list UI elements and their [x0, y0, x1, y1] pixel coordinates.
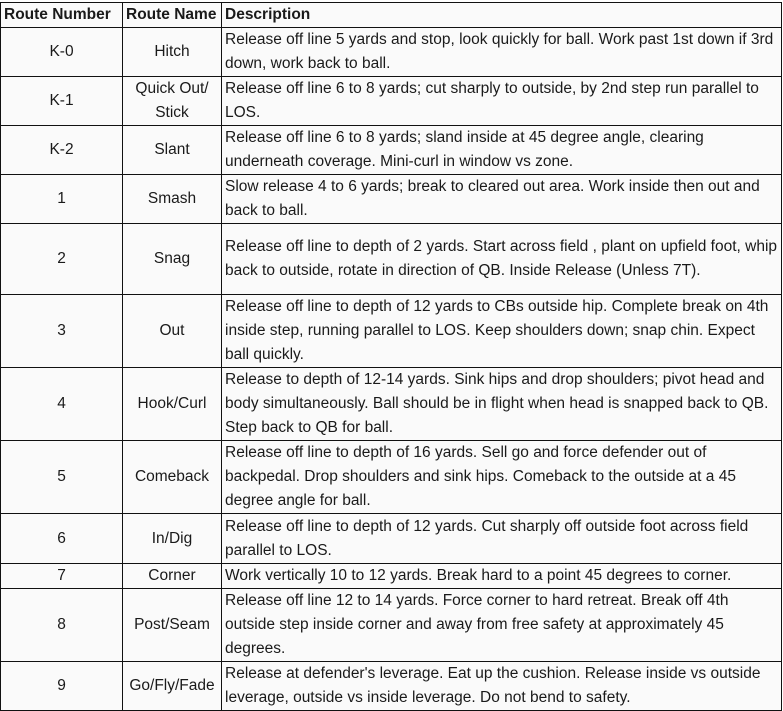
route-number: 1	[1, 175, 123, 224]
route-number: K-2	[1, 126, 123, 175]
route-number: 9	[1, 662, 123, 711]
table-row	[1, 368, 782, 441]
route-number: 3	[1, 295, 123, 368]
table-row	[1, 564, 782, 589]
header-description: Description	[222, 3, 782, 28]
route-number: 5	[1, 441, 123, 514]
route-description: Release off line 12 to 14 yards. Force corner to hard retreat. Break off 4th outside step inside corner and away from free safety at approximately 45 degrees.	[222, 589, 782, 662]
route-number: 4	[1, 368, 123, 441]
table-row	[1, 28, 782, 77]
route-name: Corner	[123, 564, 222, 589]
route-number: 6	[1, 514, 123, 564]
table-row	[1, 662, 782, 711]
route-description: Release off line to depth of 16 yards. Sell go and force defender out of backpedal. Drop shoulders and sink hips. Comeback to the outside at a 45 degree angle for ball.	[222, 441, 782, 514]
route-name: Go/Fly/Fade	[123, 662, 222, 711]
route-name: Snag	[123, 224, 222, 295]
route-name: Out	[123, 295, 222, 368]
table-body	[1, 28, 782, 711]
route-table	[0, 2, 782, 711]
table-row	[1, 441, 782, 514]
route-description: Release at defender's leverage. Eat up the cushion. Release inside vs outside leverage, outside vs inside leverage. Do not bend to safety.	[222, 662, 782, 711]
header-route-name: Route Name	[123, 3, 222, 28]
route-name: Post/Seam	[123, 589, 222, 662]
route-description: Release to depth of 12-14 yards. Sink hips and drop shoulders; pivot head and body simultaneously. Ball should be in flight when head is snapped back to QB. Step back to QB for ball.	[222, 368, 782, 441]
route-number: 2	[1, 224, 123, 295]
route-name: Hitch	[123, 28, 222, 77]
route-number: 8	[1, 589, 123, 662]
route-description: Release off line to depth of 2 yards. Start across field , plant on upfield foot, whip back to outside, rotate in direction of QB. Inside Release (Unless 7T).	[222, 224, 782, 295]
route-name: In/Dig	[123, 514, 222, 564]
route-name: Hook/Curl	[123, 368, 222, 441]
table-row	[1, 77, 782, 126]
route-description: Release off line to depth of 12 yards to CBs outside hip. Complete break on 4th inside step, running parallel to LOS. Keep shoulders down; snap chin. Expect ball quickly.	[222, 295, 782, 368]
table-row	[1, 175, 782, 224]
table-row	[1, 514, 782, 564]
header-route-number: Route Number	[1, 3, 123, 28]
route-number: 7	[1, 564, 123, 589]
route-number: K-1	[1, 77, 123, 126]
route-name: Slant	[123, 126, 222, 175]
table-row	[1, 295, 782, 368]
table-row	[1, 224, 782, 295]
route-description: Release off line 6 to 8 yards; cut sharply to outside, by 2nd step run parallel to LOS.	[222, 77, 782, 126]
route-number: K-0	[1, 28, 123, 77]
header-row	[1, 3, 782, 28]
table-row	[1, 589, 782, 662]
route-description: Work vertically 10 to 12 yards. Break hard to a point 45 degrees to corner.	[222, 564, 782, 589]
table-row	[1, 126, 782, 175]
route-description: Slow release 4 to 6 yards; break to cleared out area. Work inside then out and back to ball.	[222, 175, 782, 224]
route-description: Release off line 6 to 8 yards; sland inside at 45 degree angle, clearing underneath coverage. Mini-curl in window vs zone.	[222, 126, 782, 175]
route-name: Comeback	[123, 441, 222, 514]
route-description: Release off line 5 yards and stop, look quickly for ball. Work past 1st down if 3rd down, work back to ball.	[222, 28, 782, 77]
route-name: Smash	[123, 175, 222, 224]
route-description: Release off line to depth of 12 yards. Cut sharply off outside foot across field parallel to LOS.	[222, 514, 782, 564]
route-name: Quick Out/ Stick	[123, 77, 222, 126]
